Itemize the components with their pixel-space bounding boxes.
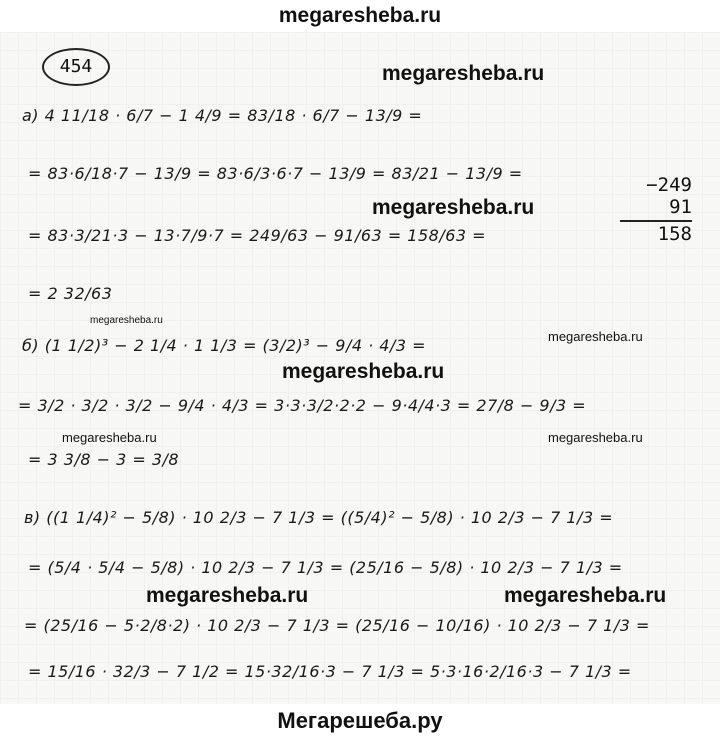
- solution-line-a4: = 2 32/63: [28, 284, 113, 303]
- difference: 158: [657, 223, 692, 245]
- subtrahend: 91: [669, 196, 692, 218]
- watermark: megaresheba.ru: [282, 360, 445, 383]
- column-subtraction: [612, 174, 692, 245]
- solution-line-c1: в) ((1 1/4)² − 5/8) · 10 2/3 − 7 1/3 = ((5/4)² − 5/8) · 10 2/3 − 7 1/3 =: [24, 508, 614, 527]
- notebook-page: [0, 32, 720, 704]
- minuend: −249: [646, 174, 692, 196]
- solution-line-a2: = 83·6/18·7 − 13/9 = 83·6/3·6·7 − 13/9 = 83/21 − 13/9 =: [28, 164, 523, 183]
- solution-line-a1: а) 4 11/18 · 6/7 − 1 4/9 = 83/18 · 6/7 − 13/9 =: [22, 106, 423, 125]
- solution-line-b3: = 3 3/8 − 3 = 3/8: [28, 450, 180, 469]
- watermark: megaresheba.ru: [146, 584, 309, 607]
- watermark: megaresheba.ru: [382, 62, 545, 85]
- solution-line-b1: б) (1 1/2)³ − 2 1/4 · 1 1/3 = (3/2)³ − 9/4 · 4/3 =: [22, 336, 427, 355]
- solution-line-c4: = 15/16 · 32/3 − 7 1/2 = 15·32/16·3 − 7 1/3 = 5·3·16·2/16·3 − 7 1/3 =: [28, 662, 632, 681]
- solution-line-c2: = (5/4 · 5/4 − 5/8) · 10 2/3 − 7 1/3 = (25/16 − 5/8) · 10 2/3 − 7 1/3 =: [28, 558, 623, 577]
- problem-number: 454: [42, 48, 110, 86]
- watermark: megaresheba.ru: [90, 315, 163, 326]
- solution-line-c3: = (25/16 − 5·2/8·2) · 10 2/3 − 7 1/3 = (25/16 − 10/16) · 10 2/3 − 7 1/3 =: [24, 616, 650, 635]
- watermark: megaresheba.ru: [372, 196, 535, 219]
- watermark: megaresheba.ru: [62, 430, 157, 445]
- solution-line-a3: = 83·3/21·3 − 13·7/9·7 = 249/63 − 91/63 = 158/63 =: [28, 226, 487, 245]
- watermark: megaresheba.ru: [548, 329, 643, 344]
- watermark: megaresheba.ru: [548, 430, 643, 445]
- solution-line-b2: = 3/2 · 3/2 · 3/2 − 9/4 · 4/3 = 3·3·3/2·2·2 − 9·4/4·3 = 27/8 − 9/3 =: [18, 396, 587, 415]
- site-footer: Мегарешеба.ру: [277, 708, 443, 733]
- watermark: megaresheba.ru: [504, 584, 667, 607]
- subtraction-rule: [620, 220, 692, 222]
- site-header: megaresheba.ru: [278, 4, 442, 27]
